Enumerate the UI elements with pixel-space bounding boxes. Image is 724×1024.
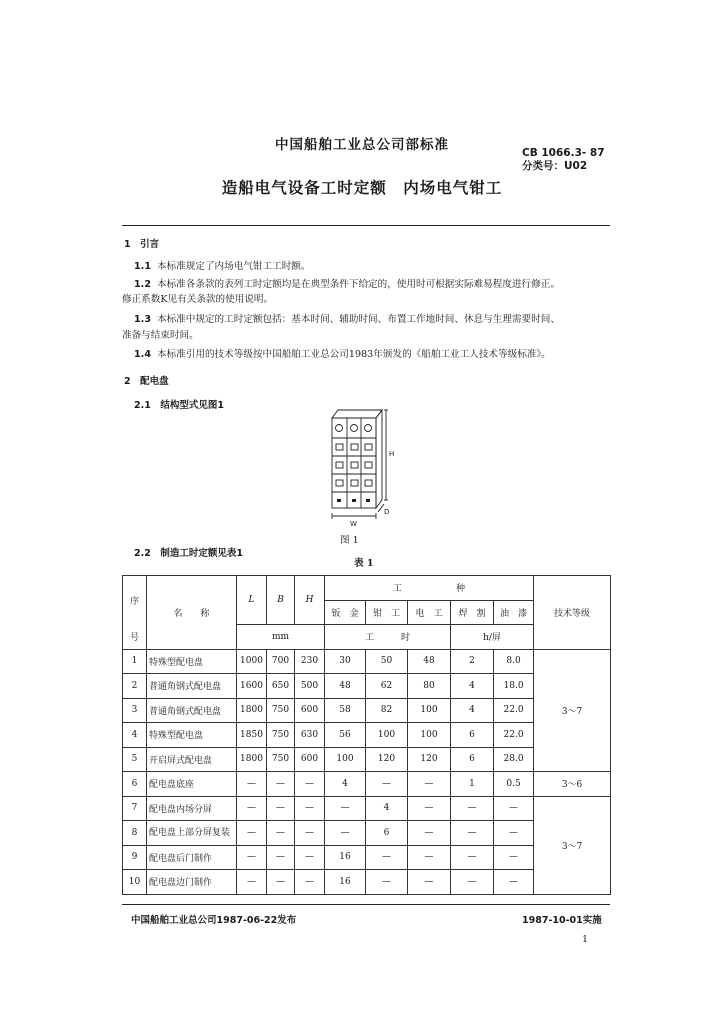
- table-cell: —: [325, 821, 366, 846]
- grade-rows-1-5: 3～7: [534, 649, 611, 772]
- table-cell: 62: [366, 674, 408, 699]
- header-welding: 焊 割: [451, 600, 494, 625]
- table-cell: —: [408, 772, 451, 797]
- issue-date: 中国船舶工业总公司1987-06-22发布: [131, 915, 297, 926]
- table-cell: —: [451, 870, 494, 895]
- table-cell: 650: [267, 674, 295, 699]
- header-unit-h-per-panel: h/屏: [451, 625, 534, 650]
- table-cell: 普通角钢式配电盘: [147, 674, 237, 699]
- table-cell: 22.0: [494, 698, 534, 723]
- table-cell: —: [494, 821, 534, 846]
- table-cell: —: [267, 845, 295, 870]
- table-cell: —: [366, 845, 408, 870]
- table-cell: 16: [325, 870, 366, 895]
- table-cell: 6: [451, 723, 494, 748]
- footer-rule: [122, 904, 610, 905]
- table-cell: 500: [295, 674, 325, 699]
- header-unit-mm: mm: [237, 625, 325, 650]
- table-cell: 100: [408, 698, 451, 723]
- table-cell: —: [295, 845, 325, 870]
- clause-text: 本标准规定了内场电气钳工工时额。: [157, 261, 311, 272]
- effective-date: 1987-10-01实施: [522, 915, 602, 926]
- table-cell: 6: [451, 747, 494, 772]
- table-cell: —: [295, 870, 325, 895]
- table-cell: —: [494, 870, 534, 895]
- section-1-heading: 1 引言: [124, 239, 160, 250]
- table-cell: 100: [366, 723, 408, 748]
- table-cell: 100: [325, 747, 366, 772]
- table-row: [123, 772, 611, 797]
- table-cell: 10: [123, 870, 147, 895]
- table-cell: —: [237, 821, 267, 846]
- table-cell: 1800: [237, 747, 267, 772]
- table-cell: 82: [366, 698, 408, 723]
- table-cell: —: [237, 845, 267, 870]
- table-cell: —: [408, 796, 451, 821]
- header-no-bottom: 号: [123, 625, 147, 650]
- table-cell: —: [451, 796, 494, 821]
- table-cell: —: [267, 870, 295, 895]
- table-cell: 1: [451, 772, 494, 797]
- dim-label-w: W: [350, 520, 357, 528]
- table-cell: 18.0: [494, 674, 534, 699]
- table-cell: 配电盘边门制作: [147, 870, 237, 895]
- table-cell: 1600: [237, 674, 267, 699]
- table-row: [123, 796, 611, 821]
- table-cell: —: [366, 772, 408, 797]
- table-cell: 120: [408, 747, 451, 772]
- document-title: 造船电气设备工时定额 内场电气钳工: [221, 178, 503, 197]
- table-cell: 4: [366, 796, 408, 821]
- clause-2-1: 2.1 结构型式见图1: [134, 400, 224, 411]
- header-painting: 油 漆: [494, 600, 534, 625]
- table-cell: —: [237, 796, 267, 821]
- table-caption: 表 1: [354, 558, 374, 569]
- table-cell: 配电盘内场分屏: [147, 796, 237, 821]
- clause-1-1: [134, 261, 311, 273]
- table-cell: 特殊型配电盘: [147, 723, 237, 748]
- table-cell: —: [494, 845, 534, 870]
- switchboard-figure: [318, 404, 408, 528]
- dim-label-h: H: [389, 450, 395, 458]
- header-name: 名 称: [147, 576, 237, 650]
- table-cell: 30: [325, 649, 366, 674]
- header-B: B: [267, 576, 295, 625]
- classification-number: 分类号：U02: [522, 160, 588, 172]
- table-cell: —: [494, 796, 534, 821]
- table-cell: 5: [123, 747, 147, 772]
- header-electrician: 电 工: [408, 600, 451, 625]
- table-cell: 4: [451, 698, 494, 723]
- clause-1-4: [134, 349, 551, 361]
- grade-rows-7-10: 3～7: [534, 796, 611, 894]
- clause-text: 本标准中规定的工时定额包括：基本时间、辅助时间、布置工作地时间、休息与生理需要时间、: [157, 314, 560, 325]
- table-cell: 100: [408, 723, 451, 748]
- standard-number: CB 1066.3- 87: [522, 147, 605, 159]
- table-cell: 750: [267, 723, 295, 748]
- table-cell: —: [408, 870, 451, 895]
- table-cell: 1: [123, 649, 147, 674]
- clause-2-2: 2.2 制造工时定额见表1: [134, 548, 243, 559]
- table-cell: 6: [366, 821, 408, 846]
- table-cell: 7: [123, 796, 147, 821]
- header-work-type: 工 种: [325, 576, 534, 601]
- dim-label-d: D: [384, 508, 390, 516]
- table-cell: 6: [123, 772, 147, 797]
- table-cell: 4: [451, 674, 494, 699]
- table-cell: 3: [123, 698, 147, 723]
- table-cell: 48: [325, 674, 366, 699]
- table-cell: 56: [325, 723, 366, 748]
- table-cell: 配电盘上部分屏复装: [147, 821, 237, 846]
- clause-1-2: [134, 279, 560, 291]
- table-cell: —: [325, 796, 366, 821]
- table-cell: 1000: [237, 649, 267, 674]
- table-cell: —: [408, 821, 451, 846]
- header-sheet-metal: 钣 金: [325, 600, 366, 625]
- title-rule: [122, 225, 610, 226]
- header-L: L: [237, 576, 267, 625]
- table-cell: —: [451, 845, 494, 870]
- table-cell: 配电盘底座: [147, 772, 237, 797]
- table-cell: 8: [123, 821, 147, 846]
- table-row: [123, 649, 611, 674]
- table-cell: —: [451, 821, 494, 846]
- work-hours-table: [122, 575, 611, 895]
- table-cell: —: [267, 821, 295, 846]
- clause-text: 本标准引用的技术等级按中国船舶工业总公司1983年颁发的《船舶工业工人技术等级标准》。: [157, 349, 551, 360]
- clause-number: 1.4: [134, 349, 151, 360]
- table-cell: —: [295, 772, 325, 797]
- table-cell: —: [295, 796, 325, 821]
- table-cell: 4: [123, 723, 147, 748]
- table-cell: 80: [408, 674, 451, 699]
- page-number: 1: [582, 934, 589, 945]
- grade-row-6: 3～6: [534, 772, 611, 797]
- table-cell: 630: [295, 723, 325, 748]
- table-cell: 600: [295, 747, 325, 772]
- org-title: 中国船舶工业总公司部标准: [275, 137, 449, 153]
- table-cell: 9: [123, 845, 147, 870]
- table-cell: 8.0: [494, 649, 534, 674]
- table-cell: —: [366, 870, 408, 895]
- table-cell: 2: [451, 649, 494, 674]
- table-cell: 120: [366, 747, 408, 772]
- table-cell: 2: [123, 674, 147, 699]
- clause-number: 1.1: [134, 261, 151, 272]
- table-cell: 750: [267, 747, 295, 772]
- table-cell: 开启屏式配电盘: [147, 747, 237, 772]
- table-cell: 1850: [237, 723, 267, 748]
- table-cell: —: [408, 845, 451, 870]
- table-cell: 1800: [237, 698, 267, 723]
- header-fitter: 钳 工: [366, 600, 408, 625]
- table-cell: —: [237, 772, 267, 797]
- section-2-heading: 2 配电盘: [124, 376, 169, 387]
- table-cell: 700: [267, 649, 295, 674]
- header-no-top: 序: [123, 576, 147, 625]
- table-cell: —: [237, 870, 267, 895]
- table-cell: 230: [295, 649, 325, 674]
- header-H: H: [295, 576, 325, 625]
- table-cell: 28.0: [494, 747, 534, 772]
- table-cell: 0.5: [494, 772, 534, 797]
- table-cell: 16: [325, 845, 366, 870]
- table-cell: 750: [267, 698, 295, 723]
- table-cell: —: [295, 821, 325, 846]
- clause-number: 1.3: [134, 314, 151, 325]
- table-cell: 58: [325, 698, 366, 723]
- header-work-hours: 工 时: [325, 625, 451, 650]
- table-cell: 50: [366, 649, 408, 674]
- table-cell: —: [267, 772, 295, 797]
- table-cell: 普通角钢式配电盘: [147, 698, 237, 723]
- table-cell: 600: [295, 698, 325, 723]
- clause-1-2-cont: 修正系数K见有关条款的使用说明。: [122, 294, 274, 305]
- header-grade: 技术等级: [534, 576, 611, 650]
- table-cell: 特殊型配电盘: [147, 649, 237, 674]
- figure-caption: 图 1: [340, 535, 359, 546]
- table-cell: 配电盘后门制作: [147, 845, 237, 870]
- table-cell: —: [267, 796, 295, 821]
- clause-1-3: [134, 314, 560, 326]
- standard-number-block: [522, 147, 605, 173]
- table-cell: 4: [325, 772, 366, 797]
- clause-number: 1.2: [134, 279, 151, 290]
- table-cell: 48: [408, 649, 451, 674]
- table-cell: 22.0: [494, 723, 534, 748]
- clause-1-3-cont: 准备与结束时间。: [122, 330, 199, 341]
- clause-text: 本标准各条款的表列工时定额均是在典型条件下给定的，使用时可根据实际难易程度进行修正。: [157, 279, 560, 290]
